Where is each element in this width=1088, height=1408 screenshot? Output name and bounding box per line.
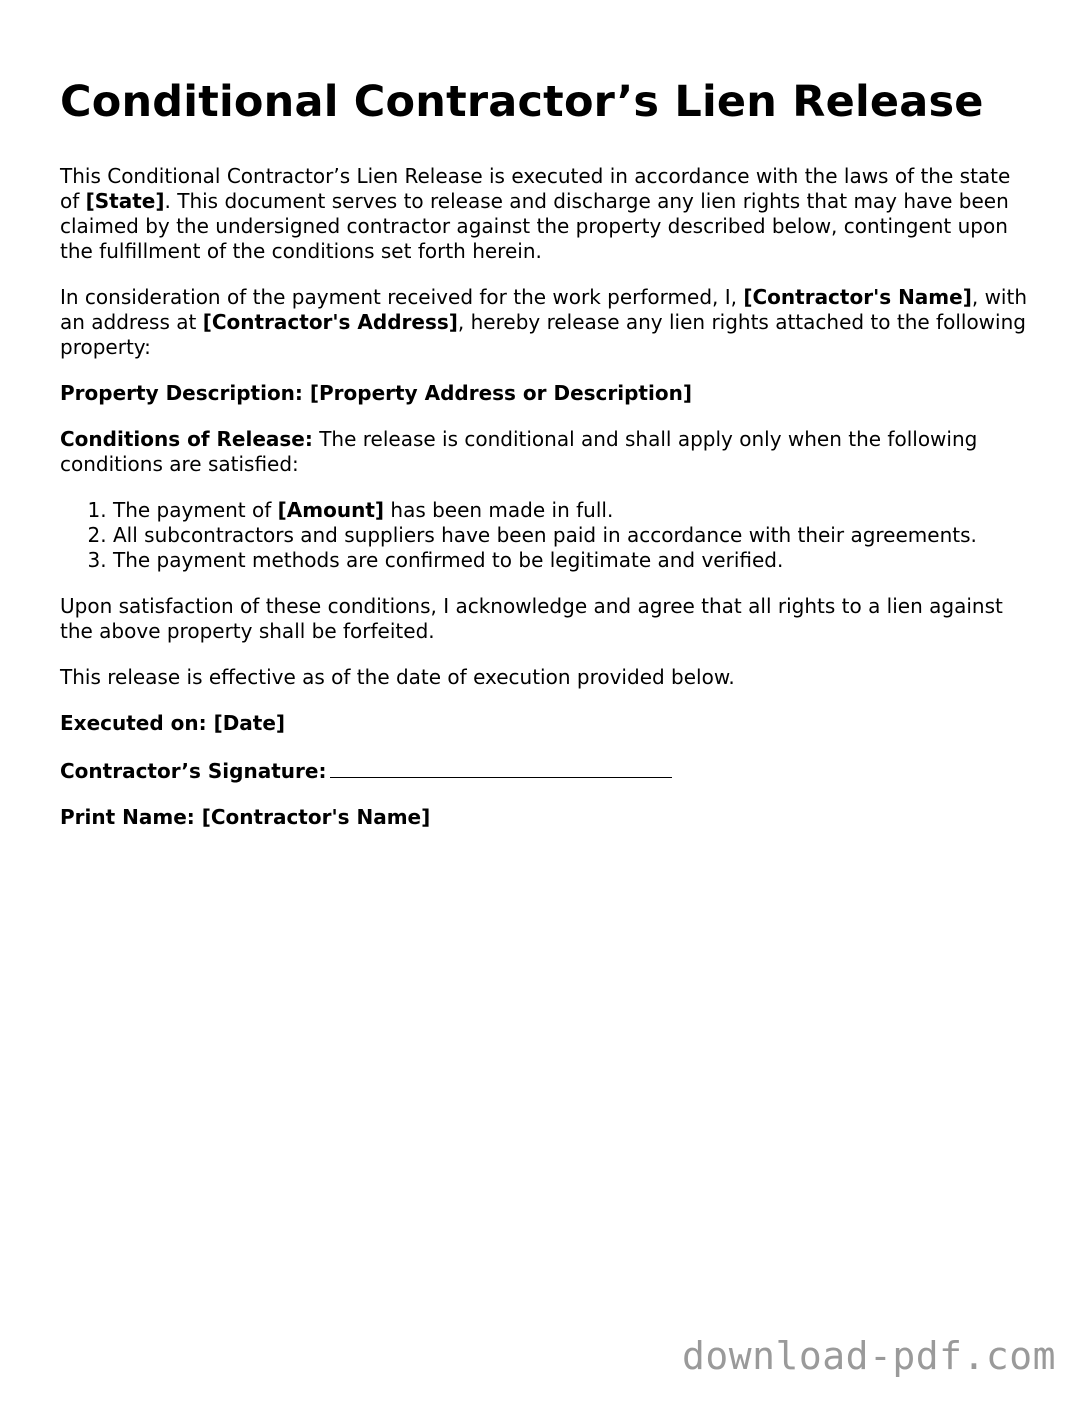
conditions-list xyxy=(60,498,1030,573)
contractor-name-placeholder: [Contractor's Name] xyxy=(743,285,972,309)
property-description xyxy=(60,381,1030,406)
state-placeholder: [State] xyxy=(85,189,165,213)
consideration-text-1: In consideration of the payment received for the work performed, I, xyxy=(60,285,744,309)
amount-placeholder: [Amount] xyxy=(277,498,385,522)
condition-1-suffix: has been made in full. xyxy=(384,498,614,522)
intro-text-2: . This document serves to release and discharge any lien rights that may have been claimed by the undersigned contractor against the property described below, contingent upon the fulfillment of the conditions set forth herein. xyxy=(60,189,1009,263)
consideration-paragraph xyxy=(60,285,1030,360)
print-name xyxy=(60,805,1030,830)
conditions-paragraph xyxy=(60,427,1030,477)
signature-label: Contractor’s Signature: xyxy=(60,759,327,783)
signature-line[interactable] xyxy=(330,757,672,778)
property-description-text: Property Description: [Property Address or Description] xyxy=(60,381,692,405)
executed-on-text: Executed on: [Date] xyxy=(60,711,286,735)
condition-1-prefix: The payment of xyxy=(113,498,278,522)
watermark: download-pdf.com xyxy=(681,1334,1056,1378)
conditions-label: Conditions of Release: xyxy=(60,427,313,451)
list-item xyxy=(113,498,1030,523)
signature-row xyxy=(60,757,1030,784)
list-item: 3. The payment methods are confirmed to be legitimate and verified. xyxy=(113,548,1030,573)
consideration-text-2: , with an address at xyxy=(60,285,1028,334)
list-item: 2. All subcontractors and suppliers have been paid in accordance with their agreements. xyxy=(113,523,1030,548)
satisfaction-paragraph: Upon satisfaction of these conditions, I acknowledge and agree that all rights to a lien against the above property shall be forfeited. xyxy=(60,594,1003,643)
document-title: Conditional Contractor’s Lien Release xyxy=(60,77,984,127)
executed-on xyxy=(60,711,1030,736)
conditions-text: The release is conditional and shall apply only when the following conditions are satisfied: xyxy=(60,427,978,476)
consideration-text-3: , hereby release any lien rights attached to the following property: xyxy=(60,310,1026,359)
print-name-text: Print Name: [Contractor's Name] xyxy=(60,805,431,829)
contractor-address-placeholder: [Contractor's Address] xyxy=(202,310,458,334)
intro-paragraph xyxy=(60,164,1030,264)
intro-text-1: This Conditional Contractor’s Lien Release is executed in accordance with the laws of the state of xyxy=(60,164,1011,213)
document-page xyxy=(60,76,1030,851)
effective-paragraph: This release is effective as of the date of execution provided below. xyxy=(60,665,735,689)
